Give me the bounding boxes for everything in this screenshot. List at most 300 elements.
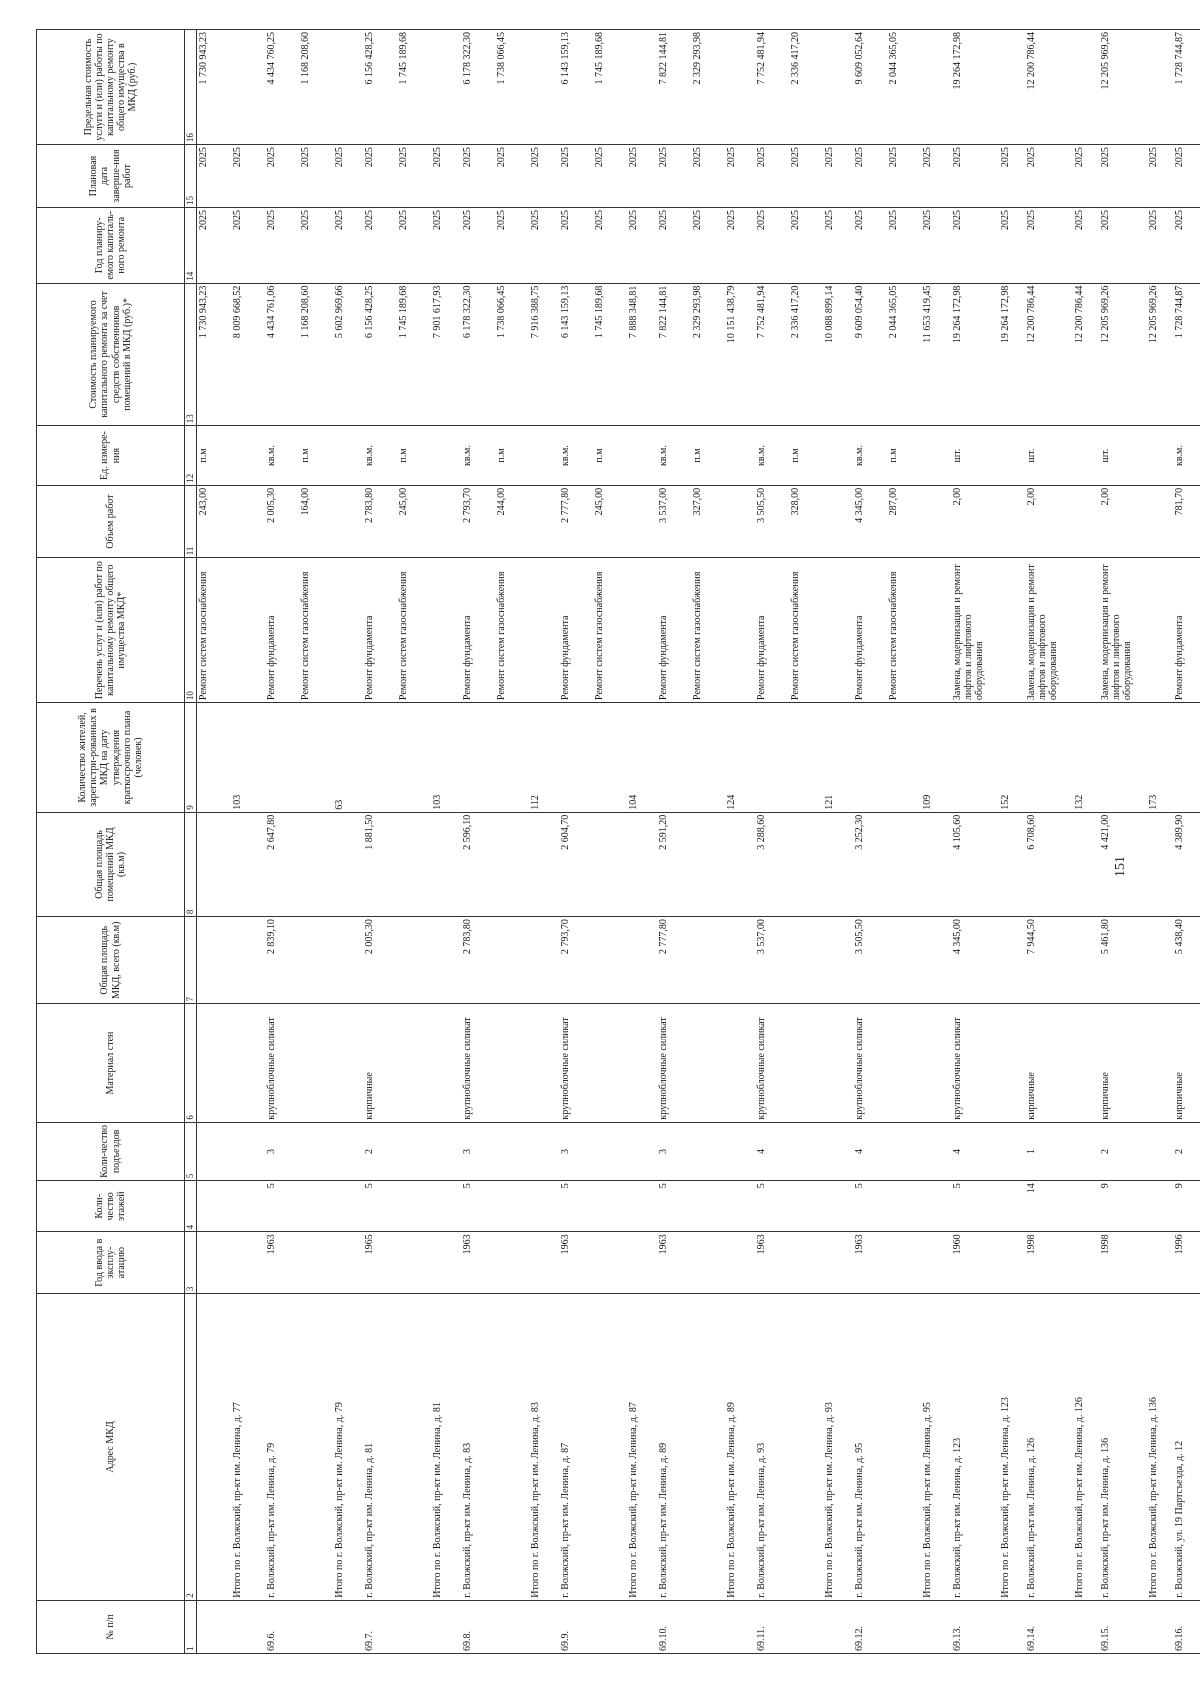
table-cell: 2025 xyxy=(789,207,823,283)
table-row xyxy=(197,30,231,1654)
table-cell xyxy=(299,1122,333,1181)
table-cell xyxy=(431,485,461,557)
table-cell: 4 xyxy=(755,1122,789,1181)
table-cell xyxy=(627,1004,657,1122)
table-cell: 2025 xyxy=(1147,207,1173,283)
table-cell: 5 xyxy=(265,1181,299,1232)
table-cell xyxy=(921,30,951,145)
table-cell xyxy=(823,558,853,703)
column-header: Плановая дата заверше-ния работ xyxy=(37,145,185,208)
table-cell xyxy=(1147,1600,1173,1653)
table-cell: 103 xyxy=(231,703,265,813)
table-cell: 4 xyxy=(951,1122,999,1181)
table-cell xyxy=(197,1181,231,1232)
table-cell: г. Волжский, пр-кт им. Ленина, д. 89 xyxy=(657,1294,691,1601)
table-cell: крупноблочные силикат xyxy=(951,1004,999,1122)
table-cell: 5 xyxy=(951,1181,999,1232)
table-cell xyxy=(999,917,1025,1004)
table-cell: 3 288,60 xyxy=(755,812,789,916)
table-cell: 12 205 969,26 xyxy=(1147,283,1173,426)
table-cell xyxy=(231,1004,265,1122)
table-cell: 1965 xyxy=(363,1232,397,1294)
table-cell: 1 881,50 xyxy=(363,812,397,916)
table-cell: Итого по г. Волжский, пр-кт им. Ленина, д. 89 xyxy=(725,1294,755,1601)
column-header: Коли-чество этажей xyxy=(37,1181,185,1232)
table-cell: 2025 xyxy=(691,207,725,283)
table-cell: 3 xyxy=(265,1122,299,1181)
column-number: 10 xyxy=(185,558,197,703)
table-row xyxy=(461,30,495,1654)
table-cell: 69.12. xyxy=(853,1600,887,1653)
table-cell: 5 xyxy=(755,1181,789,1232)
table-cell xyxy=(397,1600,431,1653)
table-cell xyxy=(921,558,951,703)
table-cell xyxy=(1147,917,1173,1004)
table-cell: Ремонт систем газоснабжения xyxy=(593,558,627,703)
column-header: Количество жителей, зарегистри-рованных в МКД на дату утверждения краткосрочного плана (человек) xyxy=(37,703,185,813)
table-cell xyxy=(887,1004,921,1122)
table-cell xyxy=(1147,426,1173,486)
table-cell xyxy=(627,1600,657,1653)
table-cell xyxy=(789,1004,823,1122)
table-cell xyxy=(231,917,265,1004)
table-cell: 2025 xyxy=(363,145,397,208)
table-cell: 2025 xyxy=(691,145,725,208)
table-cell xyxy=(921,426,951,486)
table-cell: 9 xyxy=(1099,1181,1147,1232)
table-cell: 2025 xyxy=(755,207,789,283)
column-number: 5 xyxy=(185,1122,197,1181)
column-header: Коли-чество подъездов xyxy=(37,1122,185,1181)
table-cell xyxy=(691,1294,725,1601)
table-cell: Итого по г. Волжский, пр-кт им. Ленина, д. 123 xyxy=(999,1294,1025,1601)
table-cell xyxy=(1073,917,1099,1004)
table-cell xyxy=(627,812,657,916)
table-cell: 4 434 760,25 xyxy=(265,30,299,145)
table-cell: 2025 xyxy=(495,207,529,283)
table-cell xyxy=(823,1181,853,1232)
table-cell xyxy=(921,1122,951,1181)
header-row xyxy=(37,30,185,1654)
table-cell xyxy=(725,30,755,145)
table-cell: Итого по г. Волжский, пр-кт им. Ленина, д. 81 xyxy=(431,1294,461,1601)
table-cell xyxy=(197,1600,231,1653)
table-cell: г. Волжский, пр-кт им. Ленина, д. 126 xyxy=(1025,1294,1073,1601)
table-cell xyxy=(299,1004,333,1122)
table-cell xyxy=(397,917,431,1004)
table-cell: 2 044 365,05 xyxy=(887,283,921,426)
table-cell: 4 421,00 xyxy=(1099,812,1147,916)
column-header: Адрес МКД xyxy=(37,1294,185,1601)
table-cell: 19 264 172,98 xyxy=(951,283,999,426)
table-cell xyxy=(627,917,657,1004)
table-cell xyxy=(593,917,627,1004)
table-cell: 4 389,90 xyxy=(1173,812,1200,916)
table-cell: 2 647,80 xyxy=(265,812,299,916)
table-cell xyxy=(921,1232,951,1294)
table-cell: Замена, модернизация и ремонт лифтов и лифтового оборудования xyxy=(951,558,999,703)
table-cell xyxy=(529,1181,559,1232)
table-cell xyxy=(231,812,265,916)
table-cell xyxy=(1147,558,1173,703)
table-cell: г. Волжский, пр-кт им. Ленина, д. 79 xyxy=(265,1294,299,1601)
table-cell: г. Волжский, ул. 19 Партсъезда, д. 12 xyxy=(1173,1294,1200,1601)
table-cell: п.м xyxy=(887,426,921,486)
table-cell xyxy=(823,485,853,557)
table-cell xyxy=(999,426,1025,486)
table-cell xyxy=(333,812,363,916)
table-cell: крупноблочные силикат xyxy=(461,1004,495,1122)
table-cell: 2025 xyxy=(333,145,363,208)
table-cell xyxy=(1073,1181,1099,1232)
column-number-row xyxy=(185,30,197,1654)
table-row xyxy=(1025,30,1073,1654)
table-cell: Ремонт фундамента xyxy=(853,558,887,703)
table-cell: 69.8. xyxy=(461,1600,495,1653)
table-cell xyxy=(495,1004,529,1122)
table-cell xyxy=(397,703,431,813)
table-cell: 1960 xyxy=(951,1232,999,1294)
table-cell: 164,00 xyxy=(299,485,333,557)
table-cell xyxy=(823,812,853,916)
table-cell xyxy=(431,426,461,486)
table-cell: 2 839,10 xyxy=(265,917,299,1004)
column-header: Материал стен xyxy=(37,1004,185,1122)
table-cell: 2025 xyxy=(853,145,887,208)
table-cell xyxy=(921,1181,951,1232)
table-cell xyxy=(529,1004,559,1122)
table-cell: 2025 xyxy=(363,207,397,283)
table-cell: крупноблочные силикат xyxy=(755,1004,789,1122)
table-cell xyxy=(397,1004,431,1122)
table-cell xyxy=(363,703,397,813)
table-cell: 2025 xyxy=(725,207,755,283)
table-cell: кв.м. xyxy=(265,426,299,486)
table-cell: Ремонт систем газоснабжения xyxy=(397,558,431,703)
table-cell xyxy=(397,1122,431,1181)
table-cell: кирпичные xyxy=(1025,1004,1073,1122)
table-row xyxy=(1147,30,1173,1654)
table-cell: 12 205 969,26 xyxy=(1099,283,1147,426)
table-cell: 2025 xyxy=(627,145,657,208)
table-cell: Ремонт фундамента xyxy=(265,558,299,703)
table-cell: 2025 xyxy=(299,207,333,283)
table-cell: 5 xyxy=(853,1181,887,1232)
table-cell xyxy=(529,917,559,1004)
table-cell: 2025 xyxy=(593,145,627,208)
table-cell: 3 505,50 xyxy=(755,485,789,557)
table-cell: 2025 xyxy=(627,207,657,283)
table-cell xyxy=(333,917,363,1004)
table-cell xyxy=(887,1122,921,1181)
table-cell xyxy=(999,30,1025,145)
column-number: 6 xyxy=(185,1004,197,1122)
table-cell: 2,00 xyxy=(1099,485,1147,557)
table-cell xyxy=(333,485,363,557)
table-cell xyxy=(495,1122,529,1181)
table-cell: 3 xyxy=(559,1122,593,1181)
table-row xyxy=(823,30,853,1654)
table-cell xyxy=(333,1232,363,1294)
table-cell: Итого по г. Волжский, пр-кт им. Ленина, д. 79 xyxy=(333,1294,363,1601)
table-cell xyxy=(887,1600,921,1653)
table-cell: п.м xyxy=(593,426,627,486)
table-cell: 2 xyxy=(1099,1122,1147,1181)
table-cell: 5 xyxy=(657,1181,691,1232)
table-cell xyxy=(725,917,755,1004)
table-cell: 5 602 969,66 xyxy=(333,283,363,426)
table-cell: 2,00 xyxy=(951,485,999,557)
table-cell: Итого по г. Волжский, пр-кт им. Ленина, д. 95 xyxy=(921,1294,951,1601)
table-cell xyxy=(823,426,853,486)
table-cell xyxy=(197,917,231,1004)
table-cell: 2025 xyxy=(657,145,691,208)
column-number: 4 xyxy=(185,1181,197,1232)
table-cell: 245,00 xyxy=(593,485,627,557)
table-cell: 2025 xyxy=(921,145,951,208)
table-cell xyxy=(231,485,265,557)
table-cell xyxy=(431,558,461,703)
table-cell: 63 xyxy=(333,703,363,813)
table-cell xyxy=(197,1232,231,1294)
table-cell: кв.м. xyxy=(853,426,887,486)
table-cell: 1 xyxy=(1025,1122,1073,1181)
table-row xyxy=(397,30,431,1654)
column-number: 14 xyxy=(185,207,197,283)
table-cell xyxy=(999,1232,1025,1294)
table-cell: крупноблочные силикат xyxy=(559,1004,593,1122)
table-cell: 69.7. xyxy=(363,1600,397,1653)
table-cell xyxy=(823,917,853,1004)
table-cell xyxy=(265,703,299,813)
table-cell: 2025 xyxy=(1173,145,1200,208)
table-cell: 6 143 159,13 xyxy=(559,283,593,426)
table-cell xyxy=(593,1232,627,1294)
table-cell xyxy=(999,1004,1025,1122)
column-number: 15 xyxy=(185,145,197,208)
table-cell xyxy=(1147,812,1173,916)
table-cell: Итого по г. Волжский, пр-кт им. Ленина, д. 87 xyxy=(627,1294,657,1601)
table-cell xyxy=(299,812,333,916)
table-cell: 3 537,00 xyxy=(755,917,789,1004)
table-cell xyxy=(823,1600,853,1653)
table-cell xyxy=(397,1232,431,1294)
table-cell xyxy=(1147,1122,1173,1181)
table-cell: 1 168 208,60 xyxy=(299,30,333,145)
table-row xyxy=(999,30,1025,1654)
table-cell: кирпичные xyxy=(1173,1004,1200,1122)
table-cell: 9 xyxy=(1173,1181,1200,1232)
table-cell: кв.м. xyxy=(559,426,593,486)
table-cell xyxy=(333,1600,363,1653)
table-cell: 1 728 744,87 xyxy=(1173,30,1200,145)
column-number: 9 xyxy=(185,703,197,813)
table-cell xyxy=(1073,1004,1099,1122)
table-cell: г. Волжский, пр-кт им. Ленина, д. 83 xyxy=(461,1294,495,1601)
table-cell: Ремонт фундамента xyxy=(559,558,593,703)
table-cell xyxy=(789,1294,823,1601)
table-cell xyxy=(999,1122,1025,1181)
table-cell: Ремонт систем газоснабжения xyxy=(691,558,725,703)
table-cell xyxy=(725,1004,755,1122)
table-cell xyxy=(999,485,1025,557)
table-row xyxy=(333,30,363,1654)
table-cell xyxy=(299,1294,333,1601)
table-cell: 3 505,50 xyxy=(853,917,887,1004)
table-cell xyxy=(529,30,559,145)
table-cell xyxy=(1147,1232,1173,1294)
table-cell: 3 537,00 xyxy=(657,485,691,557)
table-cell: 1 738 066,45 xyxy=(495,283,529,426)
table-cell: 6 178 322,30 xyxy=(461,30,495,145)
table-cell: г. Волжский, пр-кт им. Ленина, д. 95 xyxy=(853,1294,887,1601)
table-cell: 121 xyxy=(823,703,853,813)
table-cell: 3 xyxy=(657,1122,691,1181)
table-cell: 2025 xyxy=(529,145,559,208)
table-cell: 124 xyxy=(725,703,755,813)
table-cell: 328,00 xyxy=(789,485,823,557)
table-cell: 1 168 208,60 xyxy=(299,283,333,426)
table-cell xyxy=(887,1232,921,1294)
table-cell xyxy=(333,426,363,486)
table-cell: г. Волжский, пр-кт им. Ленина, д. 123 xyxy=(951,1294,999,1601)
table-cell xyxy=(299,703,333,813)
column-header: Стоимость планируемого капитального ремонта за счет средств собственников помещений в МКД (руб.)* xyxy=(37,283,185,426)
table-cell: 4 345,00 xyxy=(853,485,887,557)
table-cell: 173 xyxy=(1147,703,1173,813)
table-cell: 1963 xyxy=(559,1232,593,1294)
table-cell: Ремонт фундамента xyxy=(657,558,691,703)
table-cell: 327,00 xyxy=(691,485,725,557)
table-cell: 1998 xyxy=(1025,1232,1073,1294)
table-cell: Ремонт фундамента xyxy=(1173,558,1200,703)
table-cell: 6 708,60 xyxy=(1025,812,1073,916)
table-cell: г. Волжский, пр-кт им. Ленина, д. 136 xyxy=(1099,1294,1147,1601)
table-cell: 14 xyxy=(1025,1181,1073,1232)
table-cell: 5 xyxy=(559,1181,593,1232)
table-cell: Ремонт систем газоснабжения xyxy=(789,558,823,703)
table-cell: 69.14. xyxy=(1025,1600,1073,1653)
table-cell xyxy=(887,1294,921,1601)
table-cell: 12 200 786,44 xyxy=(1073,283,1099,426)
column-header: Общая площадь МКД, всего (кв.м) xyxy=(37,917,185,1004)
table-cell: 3 252,30 xyxy=(853,812,887,916)
table-cell: шт. xyxy=(1099,426,1147,486)
table-cell: 2025 xyxy=(559,207,593,283)
table-cell: 6 156 428,25 xyxy=(363,30,397,145)
table-row xyxy=(363,30,397,1654)
column-header: Перечень услуг и (или) работ по капитальному ремонту общего имущества МКД* xyxy=(37,558,185,703)
table-cell xyxy=(431,1004,461,1122)
table-cell: 2 783,80 xyxy=(363,485,397,557)
table-cell xyxy=(1099,703,1147,813)
table-cell: Замена, модернизация и ремонт лифтов и лифтового оборудования xyxy=(1025,558,1073,703)
table-cell xyxy=(333,1004,363,1122)
table-cell: Ремонт фундамента xyxy=(755,558,789,703)
table-cell xyxy=(627,485,657,557)
table-cell: 152 xyxy=(999,703,1025,813)
table-cell: 103 xyxy=(431,703,461,813)
table-cell: 69.6. xyxy=(265,1600,299,1653)
table-cell: 1963 xyxy=(461,1232,495,1294)
table-cell: Ремонт систем газоснабжения xyxy=(197,558,231,703)
table-cell: 2025 xyxy=(461,207,495,283)
table-cell xyxy=(231,1181,265,1232)
table-cell xyxy=(1073,1600,1099,1653)
table-cell: кв.м. xyxy=(1173,426,1200,486)
table-cell: 10 151 438,79 xyxy=(725,283,755,426)
table-cell: Ремонт систем газоснабжения xyxy=(299,558,333,703)
table-cell: 2 783,80 xyxy=(461,917,495,1004)
column-header: Ед. измере-ния xyxy=(37,426,185,486)
table-cell: 2025 xyxy=(197,145,231,208)
table-cell xyxy=(823,1122,853,1181)
table-body xyxy=(197,30,1200,1654)
table-cell xyxy=(1147,1181,1173,1232)
table-cell: п.м xyxy=(789,426,823,486)
table-cell xyxy=(921,812,951,916)
table-cell xyxy=(1073,812,1099,916)
table-cell: 2,00 xyxy=(1025,485,1073,557)
table-cell: п.м xyxy=(495,426,529,486)
table-cell: 1 745 189,68 xyxy=(593,30,627,145)
table-cell xyxy=(231,30,265,145)
column-number: 8 xyxy=(185,812,197,916)
column-header: Общая площадь помещений МКД (кв.м) xyxy=(37,812,185,916)
table-cell xyxy=(593,1004,627,1122)
table-cell: крупноблочные силикат xyxy=(265,1004,299,1122)
table-cell: 69.16. xyxy=(1173,1600,1200,1653)
table-cell: 12 200 786,44 xyxy=(1025,30,1073,145)
table-cell xyxy=(197,1004,231,1122)
table-cell: 2025 xyxy=(431,145,461,208)
table-cell xyxy=(691,1232,725,1294)
table-cell xyxy=(231,426,265,486)
table-cell: 2025 xyxy=(755,145,789,208)
table-cell: Итого по г. Волжский, пр-кт им. Ленина, д. 83 xyxy=(529,1294,559,1601)
table-cell: 1963 xyxy=(265,1232,299,1294)
table-cell xyxy=(657,703,691,813)
table-cell xyxy=(1073,558,1099,703)
table-cell: 2025 xyxy=(1147,145,1173,208)
table-cell xyxy=(921,485,951,557)
table-cell xyxy=(593,1181,627,1232)
table-cell: 2 793,70 xyxy=(461,485,495,557)
table-cell: 1 745 189,68 xyxy=(593,283,627,426)
table-cell: 69.9. xyxy=(559,1600,593,1653)
table-cell xyxy=(755,703,789,813)
column-header: № п/п xyxy=(37,1600,185,1653)
table-cell xyxy=(789,812,823,916)
table-cell: 2025 xyxy=(789,145,823,208)
table-cell xyxy=(725,1600,755,1653)
table-cell: 2 329 293,98 xyxy=(691,283,725,426)
table-cell: 2025 xyxy=(231,145,265,208)
table-cell: Замена, модернизация и ремонт лифтов и лифтового оборудования xyxy=(1099,558,1147,703)
table-cell: 19 264 172,98 xyxy=(951,30,999,145)
table-cell: 2025 xyxy=(397,145,431,208)
table-row xyxy=(887,30,921,1654)
table-cell xyxy=(299,917,333,1004)
table-cell xyxy=(559,703,593,813)
table-cell: кв.м. xyxy=(657,426,691,486)
table-cell xyxy=(431,1232,461,1294)
table-cell xyxy=(495,1232,529,1294)
table-cell xyxy=(529,1122,559,1181)
table-cell: 2025 xyxy=(265,207,299,283)
table-cell: 2 336 417,20 xyxy=(789,30,823,145)
table-cell: 5 461,80 xyxy=(1099,917,1147,1004)
